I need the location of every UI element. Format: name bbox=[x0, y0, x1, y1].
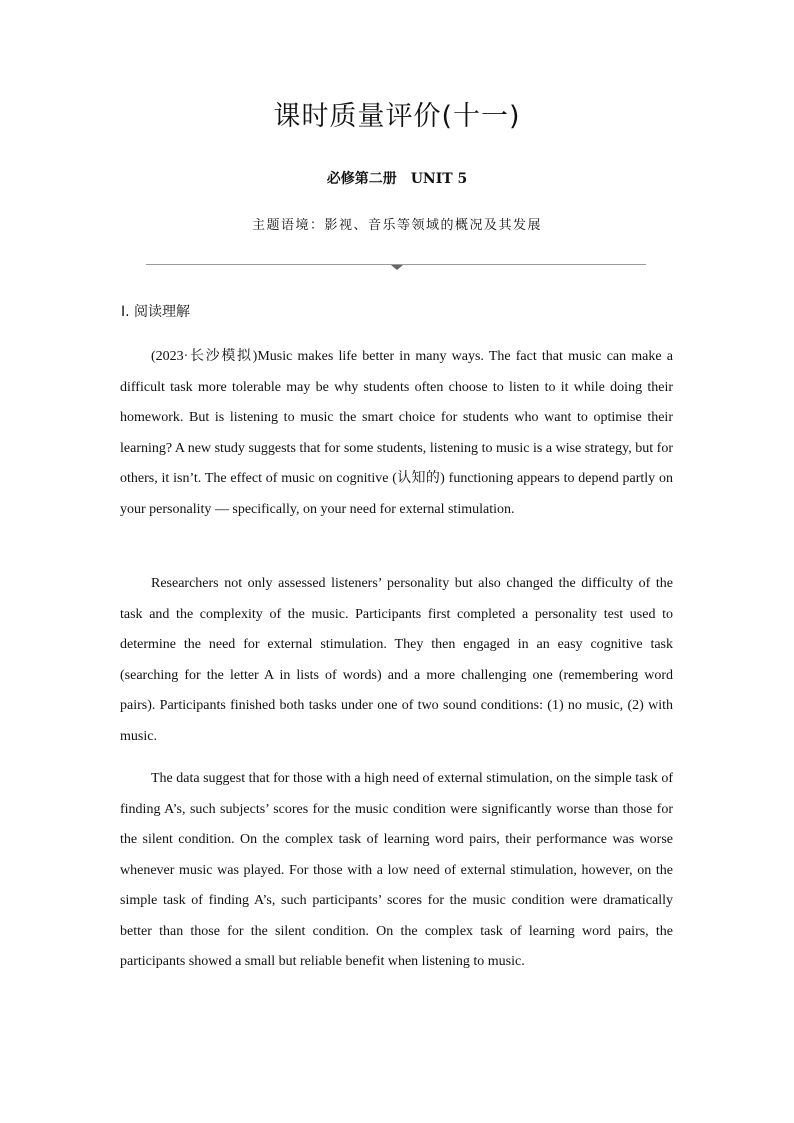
divider-arrow-icon bbox=[391, 265, 403, 270]
section-heading: Ⅰ. 阅读理解 bbox=[121, 304, 191, 320]
subtitle-unit: UNIT 5 bbox=[410, 171, 468, 187]
reading-paragraph-3: The data suggest that for those with a high need of external stimulation, on the simple task of finding A’s, such subjects’ scores for the music condition were significantly worse than those for the silent condition. On the complex task of learning word pairs, their performance was worse whenever music was played. For those with a low need of external stimulation, however, on the simple task of finding A’s, such participants’ scores for the music condition were dramatically better than those for the silent condition. On the complex task of learning word pairs, the participants showed a small but reliable benefit when listening to music. bbox=[120, 771, 673, 969]
reading-paragraph-2: Researchers not only assessed listeners’ personality but also changed the difficulty of the task and the complexity of the music. Participants first completed a personality test used to determine the need for external stimulation. They then engaged in an easy cognitive task (searching for the letter A in lists of words) and a more challenging one (remembering word pairs). Participants finished both tasks under one of two sound conditions: (1) no music, (2) with music. bbox=[120, 576, 673, 744]
page-title: 课时质量评价(十一) bbox=[273, 101, 521, 132]
subtitle-book: 必修第二册 bbox=[326, 171, 397, 187]
reading-paragraph-1: (2023·长沙模拟)Music makes life better in many ways. The fact that music can make a difficult task more tolerable may be why students often choose to listen to it while doing their homework. But is listening to music the smart choice for students who want to optimise their learning? A new study suggests that for some students, listening to music is a wise strategy, but for others, it isn’t. The effect of music on cognitive (认知的) functioning appears to depend partly on your personality — specifically, on your need for external stimulation. bbox=[120, 349, 673, 517]
theme-context: 主题语境：影视、音乐等领域的概况及其发展 bbox=[251, 218, 542, 233]
book-subtitle bbox=[0, 168, 794, 188]
